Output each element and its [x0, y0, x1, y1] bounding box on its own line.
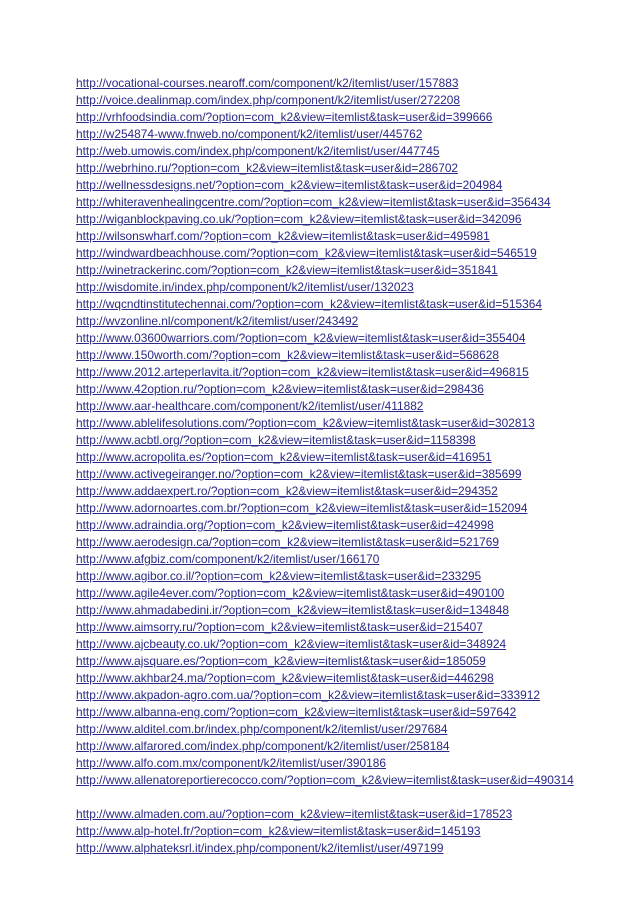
- link[interactable]: http://www.akhbar24.ma/?option=com_k2&view=itemlist&task=user&id=446298: [76, 671, 494, 685]
- list-item: [76, 210, 576, 227]
- list-item: [76, 108, 576, 125]
- link[interactable]: http://www.aar-healthcare.com/component/k2/itemlist/user/411882: [76, 399, 424, 413]
- list-item: [76, 499, 576, 516]
- link[interactable]: http://www.addaexpert.ro/?option=com_k2&view=itemlist&task=user&id=294352: [76, 484, 498, 498]
- link[interactable]: http://www.ahmadabedini.ir/?option=com_k2&view=itemlist&task=user&id=134848: [76, 603, 509, 617]
- list-item: [76, 601, 576, 618]
- link[interactable]: http://wiganblockpaving.co.uk/?option=com_k2&view=itemlist&task=user&id=342096: [76, 212, 522, 226]
- link[interactable]: http://w254874-www.fnweb.no/component/k2/itemlist/user/445762: [76, 127, 423, 141]
- list-item: [76, 380, 576, 397]
- link[interactable]: http://www.agibor.co.il/?option=com_k2&view=itemlist&task=user&id=233295: [76, 569, 482, 583]
- link[interactable]: http://www.activegeiranger.no/?option=com_k2&view=itemlist&task=user&id=385699: [76, 467, 522, 481]
- link[interactable]: http://www.2012.arteperlavita.it/?option=com_k2&view=itemlist&task=user&id=496815: [76, 365, 529, 379]
- list-item: [76, 839, 576, 856]
- list-item: [76, 125, 576, 142]
- link[interactable]: http://www.afgbiz.com/component/k2/itemlist/user/166170: [76, 552, 380, 566]
- link[interactable]: http://www.acropolita.es/?option=com_k2&view=itemlist&task=user&id=416951: [76, 450, 492, 464]
- link[interactable]: http://www.alditel.com.br/index.php/component/k2/itemlist/user/297684: [76, 722, 448, 736]
- link[interactable]: http://webrhino.ru/?option=com_k2&view=itemlist&task=user&id=286702: [76, 161, 459, 175]
- link[interactable]: http://windwardbeachhouse.com/?option=com_k2&view=itemlist&task=user&id=546519: [76, 246, 537, 260]
- link[interactable]: http://www.150worth.com/?option=com_k2&view=itemlist&task=user&id=568628: [76, 348, 500, 362]
- list-item: [76, 193, 576, 210]
- list-item: [76, 295, 576, 312]
- link[interactable]: http://wisdomite.in/index.php/component/k2/itemlist/user/132023: [76, 280, 414, 294]
- list-item: [76, 635, 576, 652]
- link[interactable]: http://www.ajcbeauty.co.uk/?option=com_k2&view=itemlist&task=user&id=348924: [76, 637, 507, 651]
- link[interactable]: http://voice.dealinmap.com/index.php/component/k2/itemlist/user/272208: [76, 93, 461, 107]
- list-item: [76, 703, 576, 720]
- list-item: [76, 414, 576, 431]
- list-item: [76, 720, 576, 737]
- list-item: [76, 737, 576, 754]
- link[interactable]: http://web.umowis.com/index.php/component/k2/itemlist/user/447745: [76, 144, 440, 158]
- list-item: [76, 805, 576, 822]
- link[interactable]: http://www.acbtl.org/?option=com_k2&view=itemlist&task=user&id=1158398: [76, 433, 476, 447]
- link[interactable]: http://wellnessdesigns.net/?option=com_k2&view=itemlist&task=user&id=204984: [76, 178, 503, 192]
- list-item: [76, 159, 576, 176]
- list-item: [76, 448, 576, 465]
- list-item: [76, 74, 576, 91]
- list-item: [76, 312, 576, 329]
- list-item: [76, 482, 576, 499]
- list-item: [76, 176, 576, 193]
- list-item: [76, 142, 576, 159]
- link[interactable]: http://winetrackerinc.com/?option=com_k2&view=itemlist&task=user&id=351841: [76, 263, 498, 277]
- link[interactable]: http://www.aerodesign.ca/?option=com_k2&view=itemlist&task=user&id=521769: [76, 535, 500, 549]
- link[interactable]: http://www.akpadon-agro.com.ua/?option=com_k2&view=itemlist&task=user&id=333912: [76, 688, 541, 702]
- list-item: [76, 533, 576, 550]
- list-item: [76, 431, 576, 448]
- list-item: [76, 278, 576, 295]
- list-item: [76, 567, 576, 584]
- list-item: [76, 771, 576, 805]
- list-item: [76, 329, 576, 346]
- list-item: [76, 346, 576, 363]
- list-item: [76, 516, 576, 533]
- link[interactable]: http://wqcndtinstitutechennai.com/?option=com_k2&view=itemlist&task=user&id=515364: [76, 297, 542, 311]
- link[interactable]: http://www.alp-hotel.fr/?option=com_k2&view=itemlist&task=user&id=145193: [76, 824, 481, 838]
- list-item: [76, 227, 576, 244]
- link[interactable]: http://www.ablelifesolutions.com/?option=com_k2&view=itemlist&task=user&id=302813: [76, 416, 535, 430]
- list-item: [76, 669, 576, 686]
- link[interactable]: http://wilsonswharf.com/?option=com_k2&view=itemlist&task=user&id=495981: [76, 229, 490, 243]
- link[interactable]: http://www.almaden.com.au/?option=com_k2&view=itemlist&task=user&id=178523: [76, 807, 513, 821]
- list-item: [76, 686, 576, 703]
- list-item: [76, 397, 576, 414]
- list-item: [76, 91, 576, 108]
- list-item: [76, 550, 576, 567]
- list-item: [76, 754, 576, 771]
- link[interactable]: http://vrhfoodsindia.com/?option=com_k2&view=itemlist&task=user&id=399666: [76, 110, 493, 124]
- link[interactable]: http://www.03600warriors.com/?option=com_k2&view=itemlist&task=user&id=355404: [76, 331, 526, 345]
- link[interactable]: http://www.alfo.com.mx/component/k2/itemlist/user/390186: [76, 756, 386, 770]
- link[interactable]: http://www.agile4ever.com/?option=com_k2&view=itemlist&task=user&id=490100: [76, 586, 505, 600]
- link[interactable]: http://whiteravenhealingcentre.com/?option=com_k2&view=itemlist&task=user&id=356434: [76, 195, 551, 209]
- list-item: [76, 618, 576, 635]
- list-item: [76, 822, 576, 839]
- link[interactable]: http://www.allenatoreportierecocco.com/?option=com_k2&view=itemlist&task=user&id=490314: [76, 773, 574, 787]
- link[interactable]: http://www.albanna-eng.com/?option=com_k2&view=itemlist&task=user&id=597642: [76, 705, 517, 719]
- link[interactable]: http://www.ajsquare.es/?option=com_k2&view=itemlist&task=user&id=185059: [76, 654, 486, 668]
- list-item: [76, 363, 576, 380]
- list-item: [76, 652, 576, 669]
- link[interactable]: http://www.adornoartes.com.br/?option=com_k2&view=itemlist&task=user&id=152094: [76, 501, 528, 515]
- list-item: [76, 261, 576, 278]
- link[interactable]: http://www.alphateksrl.it/index.php/component/k2/itemlist/user/497199: [76, 841, 444, 855]
- link-list: [76, 74, 576, 856]
- link[interactable]: http://wvzonline.nl/component/k2/itemlist/user/243492: [76, 314, 359, 328]
- link[interactable]: http://www.aimsorry.ru/?option=com_k2&view=itemlist&task=user&id=215407: [76, 620, 483, 634]
- link[interactable]: http://www.adraindia.org/?option=com_k2&view=itemlist&task=user&id=424998: [76, 518, 494, 532]
- list-item: [76, 244, 576, 261]
- link[interactable]: http://vocational-courses.nearoff.com/component/k2/itemlist/user/157883: [76, 76, 459, 90]
- list-item: [76, 465, 576, 482]
- link[interactable]: http://www.42option.ru/?option=com_k2&view=itemlist&task=user&id=298436: [76, 382, 484, 396]
- link[interactable]: http://www.alfarored.com/index.php/component/k2/itemlist/user/258184: [76, 739, 450, 753]
- list-item: [76, 584, 576, 601]
